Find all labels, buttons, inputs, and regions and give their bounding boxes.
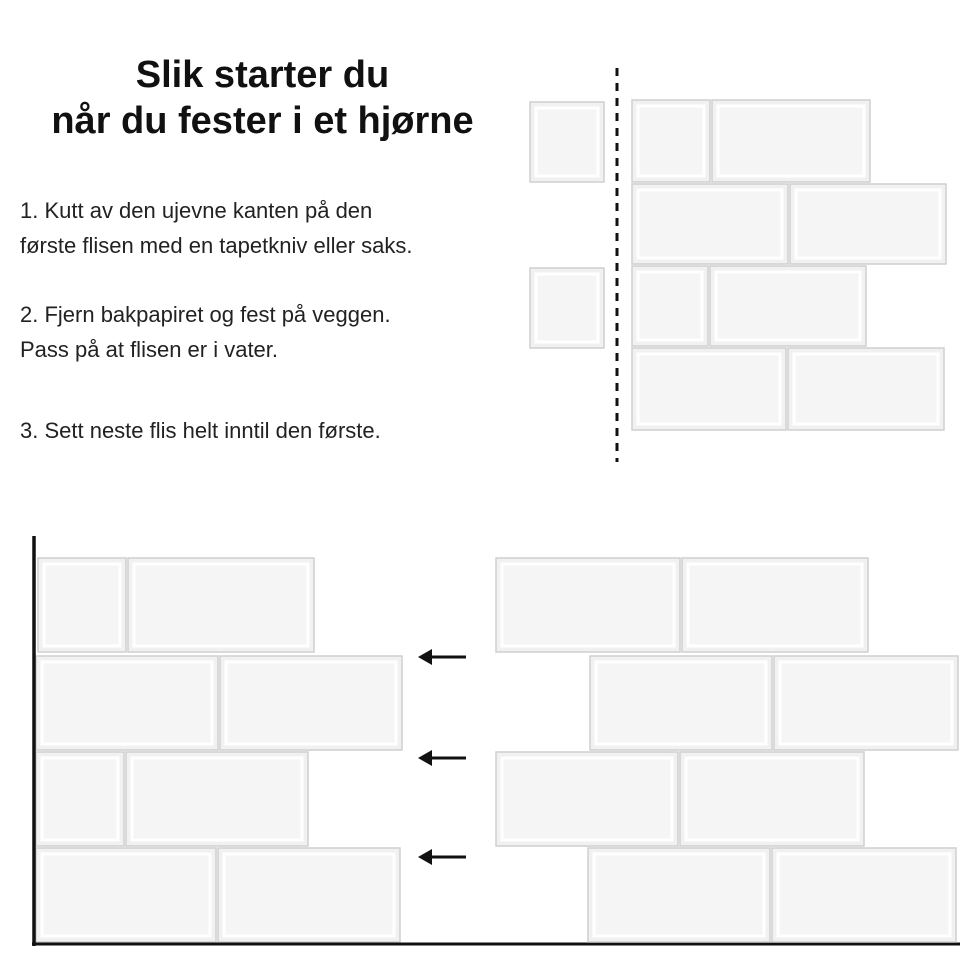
- tile-sheet-trimmed: [632, 100, 946, 430]
- arrow-left-icon: [418, 849, 466, 865]
- step-2-line-1: 2. Fjern bakpapiret og fest på veggen.: [20, 302, 391, 327]
- installed-tiles: [36, 558, 402, 942]
- arrow-left-icon: [418, 750, 466, 766]
- step-1-line-2: første flisen med en tapetkniv eller saks.: [20, 233, 413, 258]
- next-tile-sheet: [496, 558, 958, 942]
- step-2-line-2: Pass på at flisen er i vater.: [20, 337, 279, 362]
- arrow-left-icon: [418, 649, 466, 665]
- cut-tile-illustration: [530, 68, 946, 462]
- cut-off-edge-pieces: [530, 102, 604, 348]
- step-1-line-1: 1. Kutt av den ujevne kanten på den: [20, 198, 373, 223]
- step-3-line-1: 3. Sett neste flis helt inntil den første.: [20, 418, 381, 443]
- title-line-2: når du fester i et hjørne: [51, 100, 474, 142]
- title-line-1: Slik starter du: [135, 54, 390, 96]
